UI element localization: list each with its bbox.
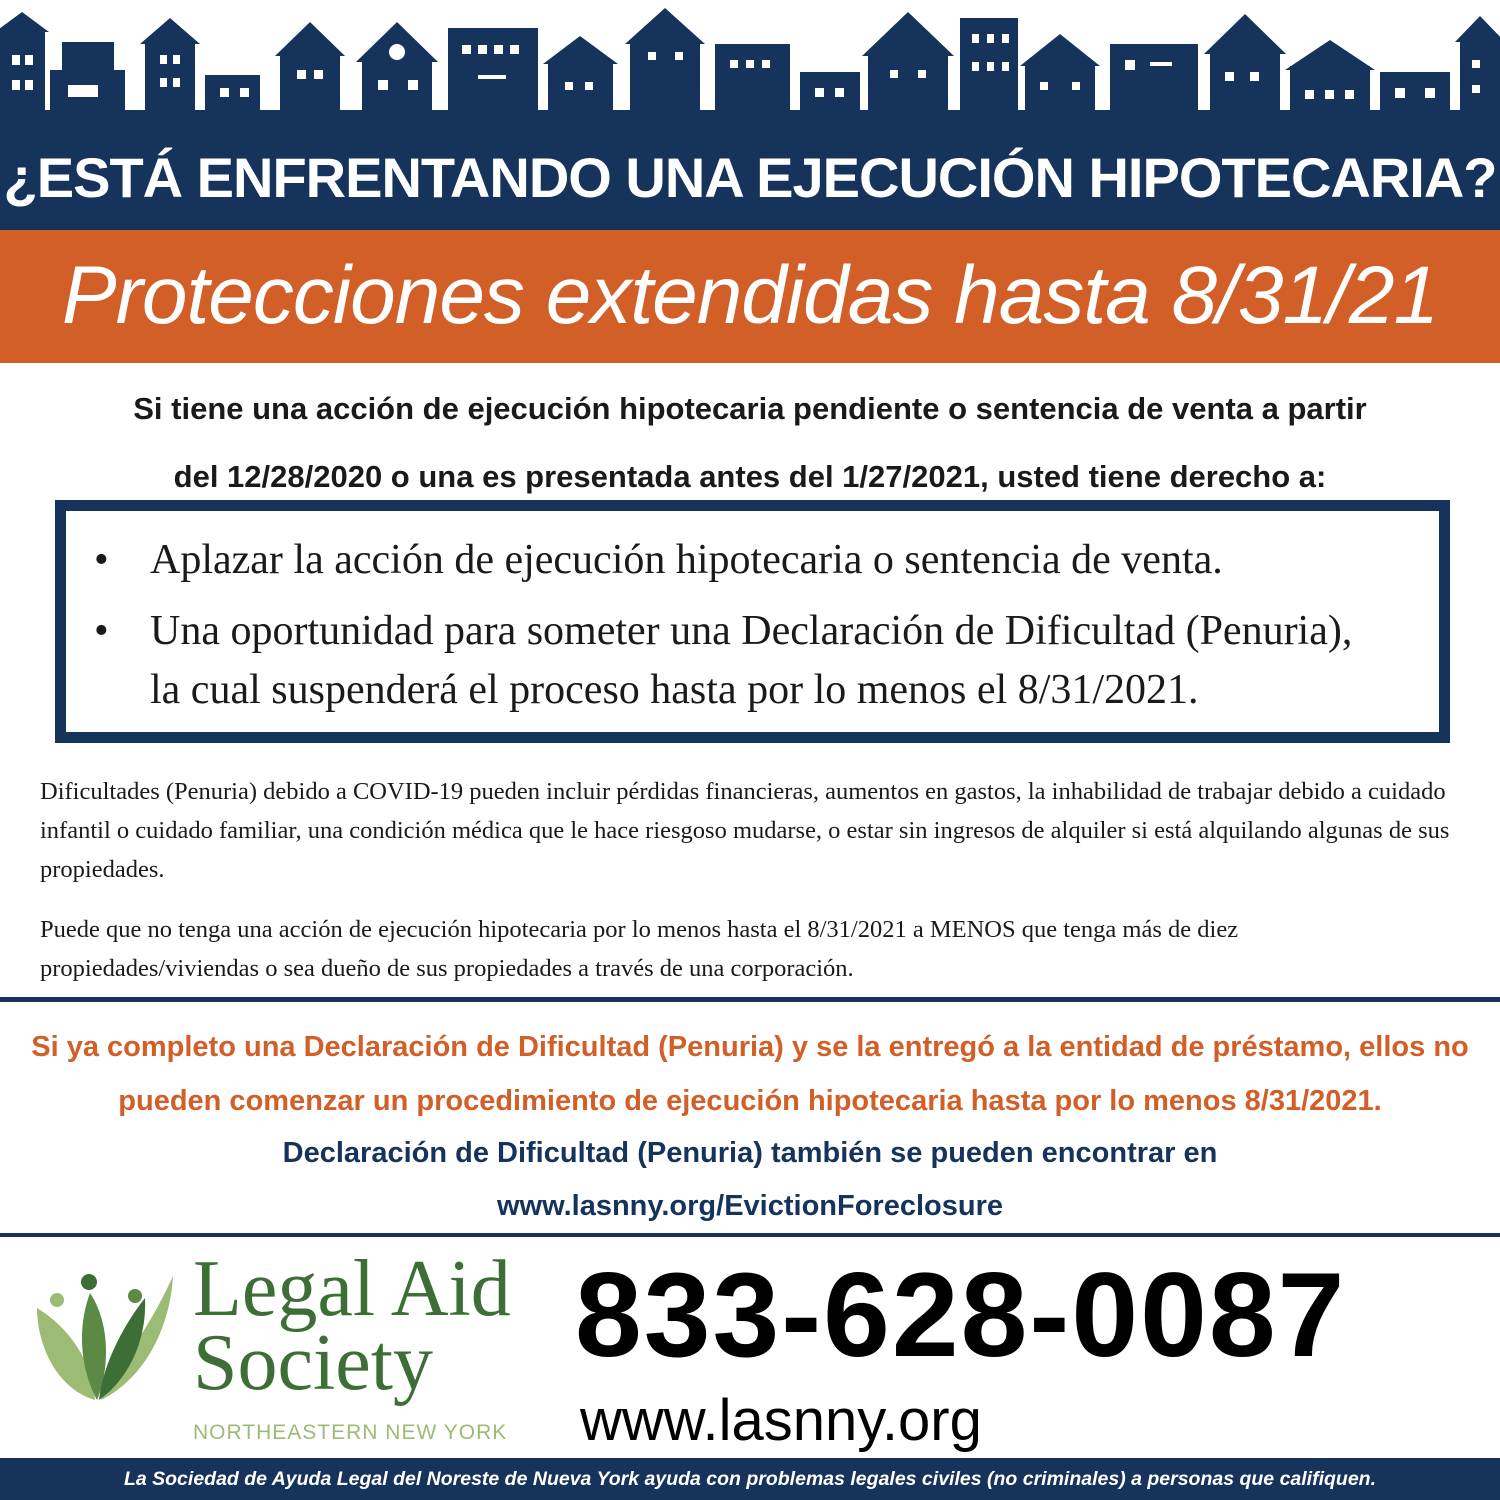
rights-list [66, 531, 1439, 732]
subheadline: Protecciones extendidas hasta 8/31/21 [61, 250, 1439, 341]
info-line: Declaración de Dificultad (Penuria) también se pueden encontrar en [282, 1137, 1218, 1169]
page-title: ¿ESTÁ ENFRENTANDO UNA EJECUCIÓN HIPOTECARIA? [3, 146, 1497, 209]
intro-line-2: del 12/28/2020 o una es presentada antes del 1/27/2021, usted tiene derecho a: [173, 459, 1327, 494]
bullet-icon: • [94, 537, 109, 583]
divider [0, 1233, 1500, 1237]
hardship-paragraph: Dificultades (Penuria) debido a COVID-19 pueden incluir pérdidas financieras, aumentos en gastos, la inhabilidad de trabajar debido a cuidado infantil o cuidado familiar, una condición médica que le hace riesgoso mudarse, o estar sin ingresos de alquiler si está alquilando algunas de sus propiedades. [40, 778, 1450, 883]
notice-line-1: Si ya completo una Declaración de Dificultad (Penuria) y se la entregó a la entidad de préstamo, ellos no [31, 1031, 1469, 1063]
footer-disclaimer: La Sociedad de Ayuda Legal del Noreste de Nueva York ayuda con problemas legales civiles (no criminales) a personas que califiquen. [123, 1467, 1377, 1490]
org-subtitle: NORTHEASTERN NEW YORK [193, 1421, 508, 1444]
intro-line-1: Si tiene una acción de ejecución hipotecaria pendiente o sentencia de venta a partir [133, 391, 1367, 426]
declaration-notice [20, 1020, 1480, 1128]
leaf-figure-icon [35, 1268, 175, 1403]
list-item [66, 531, 1439, 590]
divider [0, 997, 1500, 1002]
notice-line-2: pueden comenzar un procedimiento de ejecución hipotecaria hasta por lo menos 8/31/2021. [118, 1085, 1382, 1117]
rights-box [55, 500, 1450, 743]
right-text-continued: la cual suspenderá el proceso hasta por lo menos el 8/31/2021. [150, 667, 1199, 713]
org-name-line-2: Society [193, 1319, 433, 1407]
intro-text [40, 375, 1460, 511]
bullet-icon: • [94, 608, 109, 654]
org-name-line-1: Legal Aid [193, 1245, 511, 1333]
right-text: Aplazar la acción de ejecución hipotecaria o sentencia de venta. [150, 537, 1223, 583]
exceptions-paragraph: Puede que no tenga una acción de ejecución hipotecaria por lo menos hasta el 8/31/2021 a MENOS que tenga más de diez propiedades/viviendas o sea dueño de sus propiedades a través de una corporación. [40, 916, 1239, 982]
declaration-info [20, 1127, 1480, 1233]
right-text: Una oportunidad para someter una Declaración de Dificultad (Penuria), [150, 608, 1353, 654]
org-name [193, 1245, 511, 1407]
website-link[interactable]: www.lasnny.org [580, 1388, 982, 1453]
house-skyline-icon [0, 0, 1500, 128]
list-item [66, 602, 1439, 720]
phone-number[interactable]: 833-628-0087 [575, 1248, 1347, 1382]
eviction-foreclosure-link[interactable]: www.lasnny.org/EvictionForeclosure [497, 1190, 1003, 1222]
